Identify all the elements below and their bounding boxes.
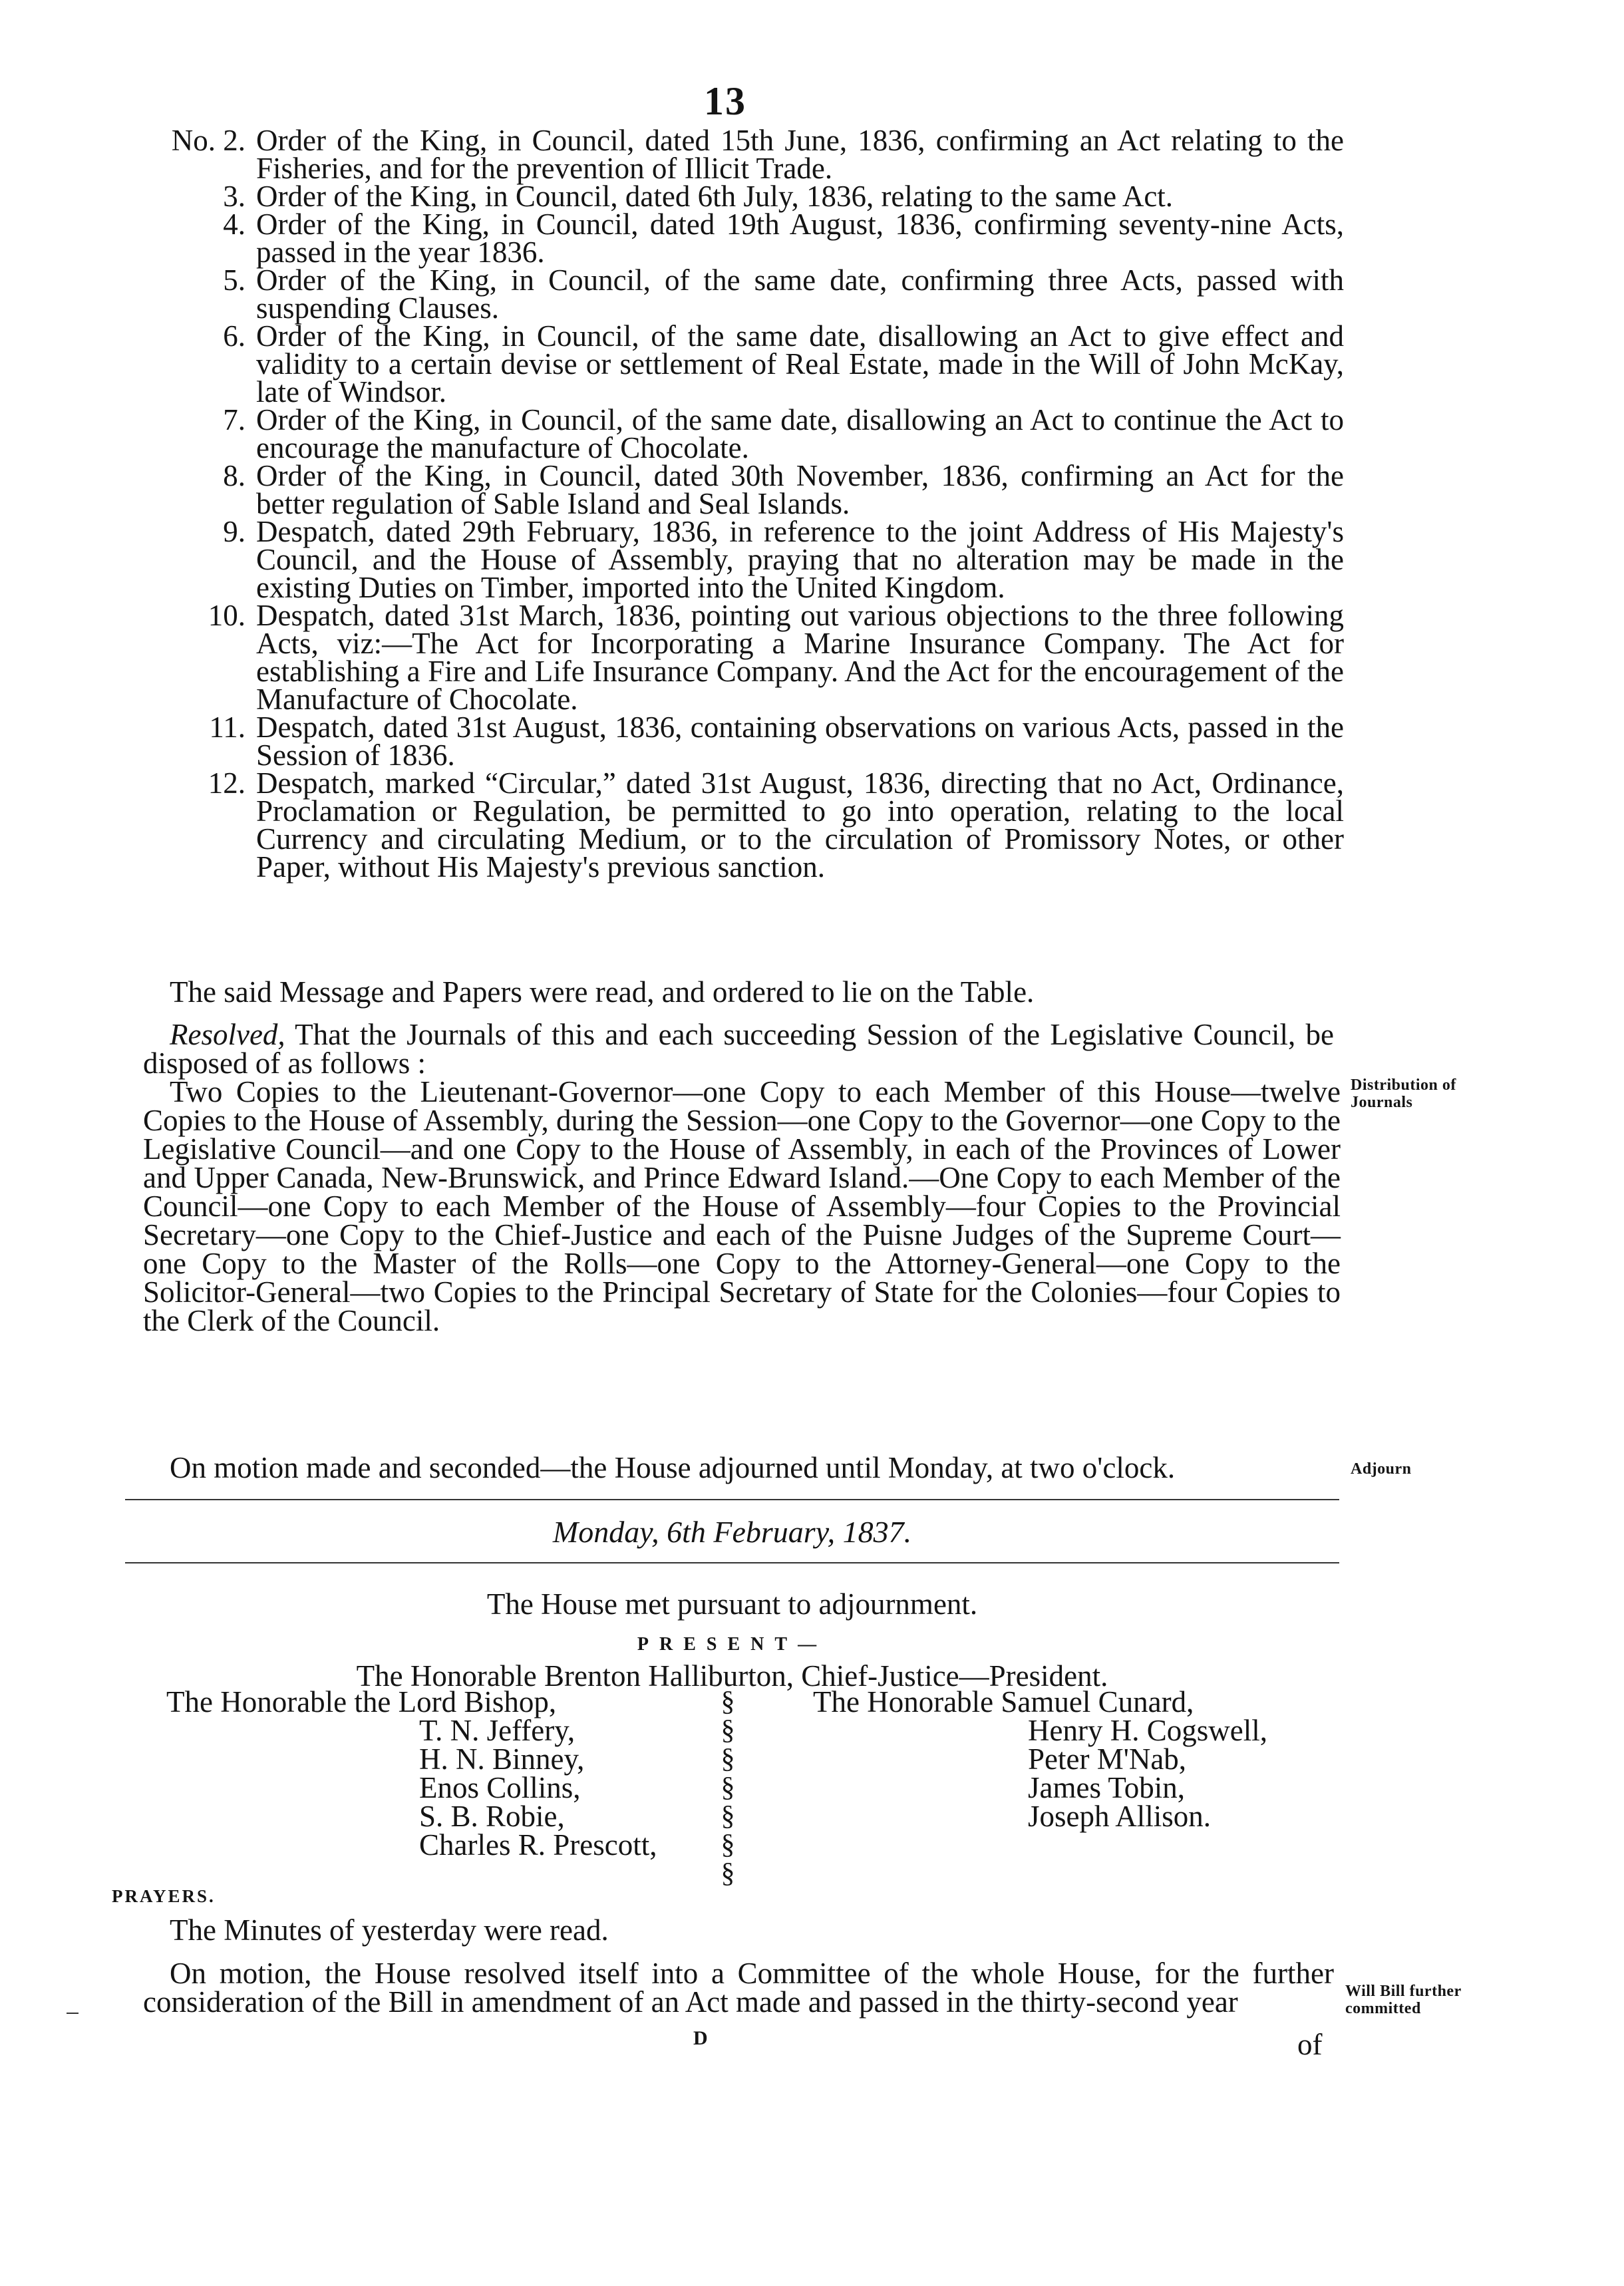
list-item bbox=[163, 515, 1344, 604]
members-left-lead: The Honorable the Lord Bishop, bbox=[166, 1685, 557, 1718]
signature-mark: D bbox=[693, 2027, 708, 2049]
item-text: Order of the King, in Council, dated 19th August, 1836, confirming seventy-nine Acts, passed in the year 1836. bbox=[256, 208, 1344, 269]
list-item bbox=[163, 599, 1344, 716]
papers-list bbox=[163, 124, 1344, 884]
list-item bbox=[163, 319, 1344, 408]
distribution-paragraph: Two Copies to the Lieutenant-Governor—one Copy to each Member of this House—twelve Copies to the House of Assembly, during the Session—one Copy to the Governor—one Copy to the Legislative Council—and one Copy to the House of Assembly, in each of the Provinces of Lower and Upper Canada, New-Brunswick, and Prince Edward Island.—One Copy to each Member of the Council—one Copy to each Member of the House of Assembly—four Copies to the Provincial Secretary—one Copy to the Chief-Justice and each of the Puisne Judges of the Supreme Court—one Copy to the Master of the Rolls—one Copy to the Attorney-General—one Copy to the Solicitor-General—two Copies to the Principal Secretary of State for the Colonies—four Copies to the Clerk of the Council. bbox=[143, 1075, 1341, 1337]
list-item bbox=[163, 124, 1344, 185]
item-number: 12. bbox=[208, 766, 245, 800]
resolved-lead: Resolved, bbox=[170, 1018, 285, 1051]
date-heading: Monday, 6th February, 1837. bbox=[552, 1515, 912, 1549]
member-name: S. B. Robie, bbox=[419, 1800, 565, 1833]
list-item bbox=[163, 459, 1344, 520]
item-text: Order of the King, in Council, dated 6th July, 1836, relating to the same Act. bbox=[256, 180, 1174, 213]
section-rule-top bbox=[125, 1499, 1339, 1500]
margin-note-adjourn: Adjourn bbox=[1351, 1460, 1412, 1478]
item-number: 11. bbox=[209, 711, 245, 744]
member-name: Henry H. Cogswell, bbox=[1028, 1714, 1267, 1747]
list-item bbox=[163, 208, 1344, 269]
house-met-line: The House met pursuant to adjournment. bbox=[486, 1587, 978, 1621]
adjourn-paragraph: On motion made and seconded—the House adjourned until Monday, at two o'clock. bbox=[170, 1451, 1176, 1484]
item-number: 9. bbox=[223, 515, 245, 548]
item-text: Despatch, dated 29th February, 1836, in reference to the joint Address of His Majesty's Council, and the House of Assembly, praying that no alteration may be made in the existing Duties on Timber, imported into the United Kingdom. bbox=[256, 515, 1344, 604]
item-text: Order of the King, in Council, of the same date, disallowing an Act to give effect and validity to a certain devise or settlement of Real Estate, made in the Will of John McKay, late of Windsor. bbox=[256, 319, 1344, 408]
item-text: Despatch, dated 31st March, 1836, pointing out various objections to the three following Acts, viz:—The Act for Incorporating a Marine Insurance Company. The Act for establishing a Fire and Life Insurance Company. And the Act for the encouragement of the Manufacture of Chocolate. bbox=[256, 599, 1344, 716]
member-name: H. N. Binney, bbox=[419, 1742, 585, 1776]
section-rule-bottom bbox=[125, 1562, 1339, 1563]
margin-note-distribution: Distribution of Journals bbox=[1351, 1076, 1456, 1111]
member-name: Peter M'Nab, bbox=[1028, 1742, 1187, 1776]
margin-note-will-bill: Will Bill further committed bbox=[1345, 1983, 1462, 2017]
margin-dash bbox=[67, 2013, 79, 2014]
item-number: 3. bbox=[223, 180, 245, 213]
member-name: James Tobin, bbox=[1028, 1771, 1186, 1804]
item-text: Order of the King, in Council, dated 15th June, 1836, confirming an Act relating to the Fisheries, and for the prevention of Illicit Trade. bbox=[256, 124, 1344, 185]
president-line: The Honorable Brenton Halliburton, Chief-Justice—President. bbox=[356, 1659, 1108, 1693]
members-right-lead: The Honorable Samuel Cunard, bbox=[813, 1685, 1194, 1718]
resolved-text: That the Journals of this and each succeeding Session of the Legislative Council, be disposed of as follows : bbox=[143, 1018, 1334, 1080]
item-text: Order of the King, in Council, dated 30th November, 1836, confirming an Act for the better regulation of Sable Island and Seal Islands. bbox=[256, 459, 1344, 520]
member-name: T. N. Jeffery, bbox=[419, 1714, 575, 1747]
brace-divider: § § § § § § § bbox=[721, 1687, 735, 1889]
present-label: PRESENT— bbox=[637, 1634, 828, 1655]
committee-paragraph: On motion, the House resolved itself into a Committee of the whole House, for the further consideration of the Bill in amendment of an Act made and passed in the thirty-second year bbox=[143, 1957, 1334, 2019]
member-name: Charles R. Prescott, bbox=[419, 1828, 657, 1862]
resolved-paragraph bbox=[143, 1018, 1334, 1080]
page-number: 13 bbox=[704, 79, 746, 123]
item-number: No. 2. bbox=[171, 124, 245, 157]
prayers-label: PRAYERS. bbox=[112, 1886, 216, 1906]
members-left-column bbox=[419, 1716, 657, 1860]
item-number: 10. bbox=[208, 599, 245, 632]
message-read-paragraph: The said Message and Papers were read, and ordered to lie on the Table. bbox=[170, 975, 1035, 1009]
minutes-paragraph: The Minutes of yesterday were read. bbox=[170, 1913, 609, 1947]
members-right-column bbox=[1028, 1716, 1267, 1831]
list-item bbox=[163, 766, 1344, 884]
item-number: 6. bbox=[223, 319, 245, 353]
member-name: Joseph Allison. bbox=[1028, 1800, 1212, 1833]
list-item bbox=[163, 180, 1344, 213]
list-item bbox=[163, 263, 1344, 325]
item-text: Order of the King, in Council, of the same date, confirming three Acts, passed with suspending Clauses. bbox=[256, 263, 1344, 325]
list-item bbox=[163, 711, 1344, 772]
item-text: Despatch, dated 31st August, 1836, containing observations on various Acts, passed in the Session of 1836. bbox=[256, 711, 1344, 772]
list-item bbox=[163, 403, 1344, 464]
item-number: 5. bbox=[223, 263, 245, 297]
item-text: Order of the King, in Council, of the same date, disallowing an Act to continue the Act to encourage the manufacture of Chocolate. bbox=[256, 403, 1344, 464]
catchword: of bbox=[1297, 2028, 1323, 2061]
item-number: 8. bbox=[223, 459, 245, 492]
item-text: Despatch, marked “Circular,” dated 31st August, 1836, directing that no Act, Ordinance, Proclamation or Regulation, be permitted to go into operation, relating to the local Currency and circulating Medium, or to the circulation of Promissory Notes, or other Paper, without His Majesty's previous sanction. bbox=[256, 766, 1344, 884]
member-name: Enos Collins, bbox=[419, 1771, 581, 1804]
item-number: 7. bbox=[223, 403, 245, 436]
item-number: 4. bbox=[223, 208, 245, 241]
